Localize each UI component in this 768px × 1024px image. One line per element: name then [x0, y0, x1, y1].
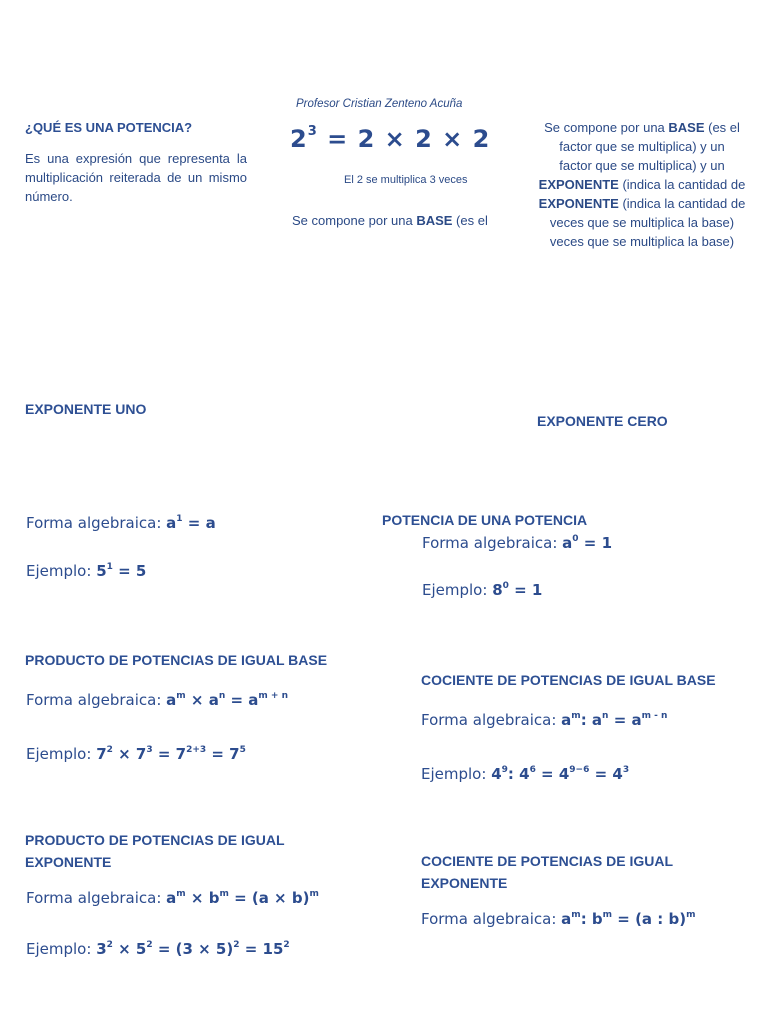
pbf-b2: a — [208, 691, 219, 709]
uno-form-exp: 1 — [176, 514, 183, 524]
compose-line-5-post: (indica la cantidad de — [618, 196, 746, 211]
prod-exp-formula — [26, 889, 319, 907]
cero-ex-exp: 0 — [502, 581, 509, 591]
coc-base-example-label: Ejemplo: — [421, 765, 492, 783]
main-caption: El 2 se multiplica 3 veces — [344, 174, 468, 186]
cero-form-label: Forma algebraica: — [422, 534, 563, 552]
pbe-b3: 7 — [175, 745, 187, 763]
compose-partial-kw: BASE — [416, 213, 453, 228]
cero-ex-base: 8 — [492, 581, 503, 599]
compose-line-7: veces que se multiplica la base) — [549, 234, 735, 249]
cero-example — [422, 581, 542, 599]
uno-ex-base: 5 — [96, 562, 107, 580]
cef-e3: m — [686, 910, 696, 920]
cef-b1: a — [561, 910, 572, 928]
prod-exp-example — [26, 940, 290, 958]
cbf-e1: m — [571, 711, 581, 721]
main-base: 2 — [290, 125, 308, 153]
pef-e1: m — [176, 889, 186, 899]
cef-b2: b — [591, 910, 603, 928]
pbe-eq: = — [152, 745, 176, 763]
cef-eq: = (a : b) — [612, 910, 687, 928]
coc-base-formula — [421, 711, 667, 729]
cbe-e2: 6 — [529, 765, 536, 775]
cbf-b1: a — [561, 711, 572, 729]
pee-b1: 3 — [96, 940, 107, 958]
cbf-b2: a — [591, 711, 603, 729]
cbe-eq: = — [535, 765, 559, 783]
heading-producto-igual-exponente — [25, 829, 285, 873]
pee-b2: 5 — [135, 940, 147, 958]
heading-cociente-igual-exponente — [421, 850, 673, 894]
main-exponent: 3 — [307, 124, 318, 139]
coc-exp-heading-line2: EXPONENTE — [421, 875, 508, 891]
pbe-e1: 2 — [106, 745, 113, 755]
pbe-b4: 7 — [229, 745, 240, 763]
cef-e1: m — [571, 910, 581, 920]
cbe-b2: 4 — [519, 765, 530, 783]
coc-exp-heading-line1: COCIENTE DE POTENCIAS DE IGUAL — [421, 853, 674, 869]
pbf-e2: n — [218, 691, 226, 701]
compose-line-3: factor que se multiplica) y un — [559, 158, 725, 173]
uno-ex-rest: = 5 — [112, 562, 147, 580]
cero-example-label: Ejemplo: — [422, 581, 493, 599]
main-expansion: = 2 × 2 × 2 — [327, 125, 491, 153]
pbe-op: × — [112, 745, 136, 763]
cbf-e2: n — [602, 711, 609, 721]
cbe-b3: 4 — [558, 765, 570, 783]
cbf-eq: = — [608, 711, 632, 729]
prod-base-example — [26, 745, 246, 763]
cero-form-exp: 0 — [572, 534, 579, 544]
pef-eq: = (a × b) — [228, 889, 310, 907]
prod-base-form-label: Forma algebraica: — [26, 691, 167, 709]
intro-text: Es una expresión que representa la multiplicación reiterada de un mismo número. — [25, 151, 247, 204]
pee-e3: 2 — [233, 940, 240, 950]
pbe-e4: 5 — [239, 745, 246, 755]
compose-line-5-kw: EXPONENTE — [538, 196, 619, 211]
main-power-equation — [290, 124, 490, 153]
compose-line-2: factor que se multiplica) y un — [559, 139, 725, 154]
pee-e4: 2 — [283, 940, 290, 950]
uno-ex-exp: 1 — [106, 562, 113, 572]
pbf-eq: = — [225, 691, 249, 709]
cero-ex-rest: = 1 — [508, 581, 543, 599]
heading-potencia-de-potencia: POTENCIA DE UNA POTENCIA — [382, 512, 588, 528]
pbf-b3: a — [248, 691, 259, 709]
coc-base-example — [421, 765, 629, 783]
pbe-eq2: = — [206, 745, 230, 763]
cbe-b1: 4 — [491, 765, 502, 783]
cbe-e3: 9−6 — [569, 765, 590, 775]
pee-e1: 2 — [106, 940, 113, 950]
prod-exp-heading-line2: EXPONENTE — [25, 854, 112, 870]
cbe-b4: 4 — [612, 765, 623, 783]
prod-exp-form-label: Forma algebraica: — [26, 889, 167, 907]
compose-right-block — [516, 118, 768, 251]
compose-line-1-pre: Se compone por una — [544, 120, 669, 135]
prod-exp-heading-line1: PRODUCTO DE POTENCIAS DE IGUAL — [25, 832, 285, 848]
uno-form-base: a — [166, 514, 177, 532]
coc-exp-formula — [421, 910, 695, 928]
prod-base-example-label: Ejemplo: — [26, 745, 97, 763]
pef-e3: m — [309, 889, 319, 899]
pbf-op: × — [185, 691, 209, 709]
compose-line-1-kw: BASE — [668, 120, 705, 135]
uno-example — [26, 562, 146, 580]
cero-form-base: a — [562, 534, 573, 552]
compose-line-4 — [516, 175, 768, 194]
cef-e2: m — [602, 910, 613, 920]
prod-base-formula — [26, 691, 288, 709]
compose-line-5 — [516, 194, 768, 213]
pbe-b1: 7 — [96, 745, 107, 763]
pbe-b2: 7 — [135, 745, 147, 763]
uno-form-rest: = a — [182, 514, 216, 532]
cbf-e3: m - n — [641, 711, 668, 721]
pef-op: × — [185, 889, 209, 907]
compose-line-1 — [516, 118, 768, 137]
cero-formula — [422, 534, 612, 552]
prod-exp-example-label: Ejemplo: — [26, 940, 97, 958]
pbf-e3: m + n — [258, 691, 288, 701]
pee-e2: 2 — [146, 940, 153, 950]
compose-line-4-kw: EXPONENTE — [538, 177, 619, 192]
pef-b2: b — [208, 889, 220, 907]
cbe-eq2: = — [589, 765, 613, 783]
cbe-e1: 9 — [501, 765, 508, 775]
coc-exp-form-label: Forma algebraica: — [421, 910, 562, 928]
coc-base-form-label: Forma algebraica: — [421, 711, 562, 729]
cef-op: : — [580, 910, 592, 928]
compose-line-6: veces que se multiplica la base) — [549, 215, 735, 230]
pbf-b1: a — [166, 691, 177, 709]
pee-eq: = (3 × 5) — [152, 940, 234, 958]
cbf-b3: a — [631, 711, 642, 729]
pbe-e3: 2+3 — [186, 745, 207, 755]
cbe-op: : — [507, 765, 520, 783]
uno-example-label: Ejemplo: — [26, 562, 97, 580]
uno-form-label: Forma algebraica: — [26, 514, 167, 532]
intro-heading: ¿QUÉ ES UNA POTENCIA? — [25, 120, 193, 135]
heading-exponente-cero: EXPONENTE CERO — [537, 413, 668, 429]
compose-partial-pre: Se compone por una — [292, 213, 417, 228]
cero-form-rest: = 1 — [578, 534, 613, 552]
pef-b1: a — [166, 889, 177, 907]
pbe-e2: 3 — [146, 745, 153, 755]
pbf-e1: m — [176, 691, 186, 701]
author-credit: Profesor Cristian Zenteno Acuña — [296, 98, 463, 110]
pef-e2: m — [219, 889, 229, 899]
compose-line-1-post: (es el — [704, 120, 740, 135]
cbe-e4: 3 — [622, 765, 630, 775]
pee-op: × — [112, 940, 136, 958]
heading-cociente-igual-base: COCIENTE DE POTENCIAS DE IGUAL BASE — [421, 672, 716, 688]
heading-producto-igual-base: PRODUCTO DE POTENCIAS DE IGUAL BASE — [25, 652, 328, 668]
uno-formula — [26, 514, 216, 532]
heading-exponente-uno: EXPONENTE UNO — [25, 401, 147, 417]
compose-partial — [292, 211, 488, 230]
compose-line-4-post: (indica la cantidad de — [618, 177, 746, 192]
pee-eq2: = 15 — [239, 940, 284, 958]
cbf-op: : — [580, 711, 592, 729]
compose-partial-post: (es el — [452, 213, 488, 228]
